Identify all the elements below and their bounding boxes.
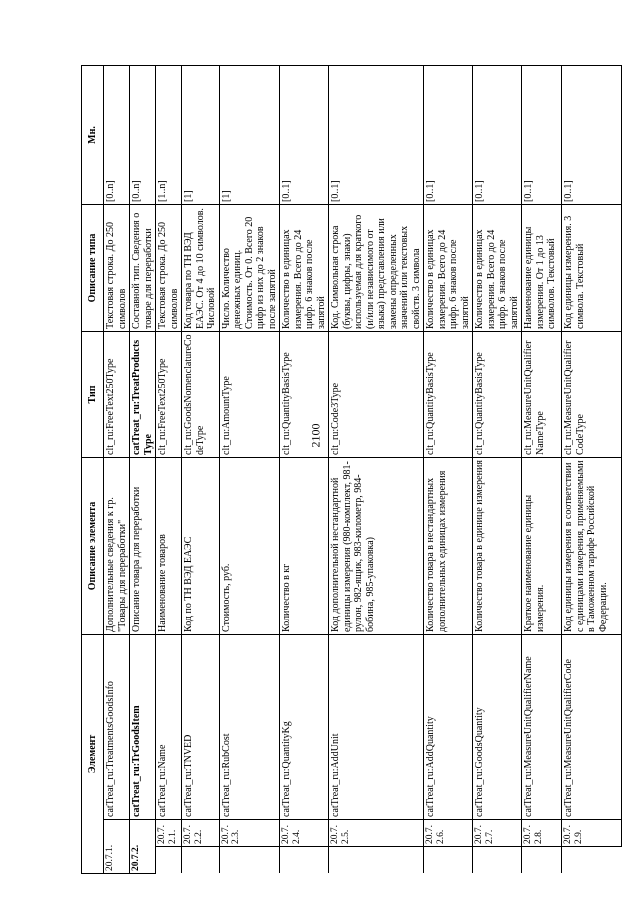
element-name: catTreat_ru:MeasureUnitQualifierCode (562, 634, 622, 819)
element-description: Наименование товаров (156, 457, 182, 634)
indent-cell (424, 847, 473, 874)
table-row (329, 65, 424, 873)
element-description: Количество товара в единице измерения (473, 457, 522, 634)
multiplicity: [0..1] (522, 65, 562, 204)
element-description: Дополнительные сведения к гр. "Товары для переработки" (104, 457, 130, 634)
type-name: clt_ru:AmountType (219, 331, 280, 457)
row-number: 20.7.1. (104, 820, 130, 874)
table-row (473, 65, 522, 873)
type-description: Количество в единицах измерения. Всего до 24 цифр. 6 знаков после запятой (473, 204, 522, 331)
multiplicity: [1] (182, 65, 220, 204)
element-name: catTreat_ru:QuantityKg (280, 634, 329, 819)
multiplicity: [0..n] (104, 65, 130, 204)
header-multiplicity: Мн. (82, 65, 104, 204)
type-description: Код единицы измерения. 3 символа. Текстовый (562, 204, 622, 331)
rotated-table-container (81, 66, 609, 874)
row-number: 20.7.2.7. (473, 820, 522, 847)
header-type-description: Описание типа (82, 204, 104, 331)
document-page (81, 66, 609, 874)
multiplicity: [0..1] (280, 65, 329, 204)
indent-cell (522, 847, 562, 874)
multiplicity: [0..1] (329, 65, 424, 204)
element-description: Описание товара для переработки (130, 457, 156, 634)
row-number: 20.7.2.8. (522, 820, 562, 847)
element-description: Код по ТН ВЭД ЕАЭС (182, 457, 220, 634)
type-name: clt_ru:MeasureUnitQualifierNameType (522, 331, 562, 457)
type-name: clt_ru:MeasureUnitQualifierCodeType (562, 331, 622, 457)
element-description: Количество в кг (280, 457, 329, 634)
row-number: 20.7.2.2. (182, 820, 220, 847)
table-row (182, 65, 220, 873)
row-number: 20.7.2.1. (156, 820, 182, 847)
table-row (280, 65, 329, 873)
type-name: clt_ru:Code3Type (329, 331, 424, 457)
table-row (522, 65, 562, 873)
row-number: 20.7.2.4. (280, 820, 329, 847)
element-name: catTreat_ru:TNVED (182, 634, 220, 819)
indent-cell (473, 847, 522, 874)
type-description: Количество в единицах измерения. Всего до 24 цифр. 6 знаков после запятой (424, 204, 473, 331)
element-name: catTreat_ru:RubCost (219, 634, 280, 819)
multiplicity: [0..n] (130, 65, 156, 204)
multiplicity: [1..n] (156, 65, 182, 204)
type-description: Код товара по ТН ВЭД ЕАЭС. От 4 до 10 символов. Числовой (182, 204, 220, 331)
element-description: Краткое наименование единицы измерения. (522, 457, 562, 634)
indent-cell (280, 847, 329, 874)
table-row (219, 65, 280, 873)
indent-cell (329, 847, 424, 874)
element-description: Код дополнительной нестандартной единицы измерения (980-комплект, 981-рулон, 982-ящик, 983-километр, 984-бобина, 985-упаковка) (329, 457, 424, 634)
type-description: Наименование единицы измерения. От 1 до 13 символов. Текстовый (522, 204, 562, 331)
element-name: catTreat_ru:TrGoodsItem (130, 634, 156, 819)
indent-cell (182, 847, 220, 874)
element-name: catTreat_ru:Name (156, 634, 182, 819)
type-name: clt_ru:GoodsNomenclatureCodeType (182, 331, 220, 457)
type-name: clt_ru:FreeText250Type (156, 331, 182, 457)
element-description: Количество товара в нестандартных дополнительных единицах измерения (424, 457, 473, 634)
header-element: Элемент (82, 634, 104, 873)
header-type: Тип (82, 331, 104, 457)
page-number: 2100 (308, 423, 323, 448)
type-description: Составной тип. Сведения о товаре для переработки (130, 204, 156, 331)
multiplicity: [0..1] (473, 65, 522, 204)
table-header-row (82, 65, 104, 873)
table-row (156, 65, 182, 873)
type-name: catTreat_ru:TreatProductsType (130, 331, 156, 457)
element-name: catTreat_ru:TreatmentsGoodsInfo (104, 634, 130, 819)
indent-cell (219, 847, 280, 874)
row-number: 20.7.2. (130, 820, 156, 874)
type-description: Число. Количество денежных единиц. Стоимость. От 0. Всего 20 цифр из них до 2 знаков после запятой (219, 204, 280, 331)
header-element-description: Описание элемента (82, 457, 104, 634)
element-name: catTreat_ru:AddUnit (329, 634, 424, 819)
element-name: catTreat_ru:GoodsQuantity (473, 634, 522, 819)
multiplicity: [1] (219, 65, 280, 204)
row-number: 20.7.2.5. (329, 820, 424, 847)
element-name: catTreat_ru:AddQuantity (424, 634, 473, 819)
type-description: Текстовая строка. До 250 символов (156, 204, 182, 331)
indent-cell (562, 847, 622, 874)
element-description: Код единицы измерения в соответствии с единицами измерения, применяемыми в Таможенном тарифе Российской Федерации. (562, 457, 622, 634)
indent-cell (156, 847, 182, 874)
type-description: Текстовая строка. До 250 символов (104, 204, 130, 331)
type-name: clt_ru:QuantityBasisType (280, 331, 329, 457)
type-name: clt_ru:QuantityBasisType (473, 331, 522, 457)
table-row (130, 65, 156, 873)
type-description: Код. Символьная строка (буквы, цифры, знаки) используемая для краткого (и/или независимого от языка) представления или замены определенных значений или текстовых свойств. 3 символа (329, 204, 424, 331)
table-row (104, 65, 130, 873)
table-row (424, 65, 473, 873)
element-name: catTreat_ru:MeasureUnitQualifierName (522, 634, 562, 819)
row-number: 20.7.2.9. (562, 820, 622, 847)
type-name: clt_ru:QuantityBasisType (424, 331, 473, 457)
row-number: 20.7.2.6. (424, 820, 473, 847)
type-description: Количество в единицах измерения. Всего до 24 цифр. 6 знаков после запятой (280, 204, 329, 331)
multiplicity: [0..1] (424, 65, 473, 204)
element-description: Стоимость, руб. (219, 457, 280, 634)
multiplicity: [0..1] (562, 65, 622, 204)
elements-table (81, 65, 622, 874)
row-number: 20.7.2.3. (219, 820, 280, 847)
type-name: clt_ru:FreeText250Type (104, 331, 130, 457)
table-row (562, 65, 622, 873)
